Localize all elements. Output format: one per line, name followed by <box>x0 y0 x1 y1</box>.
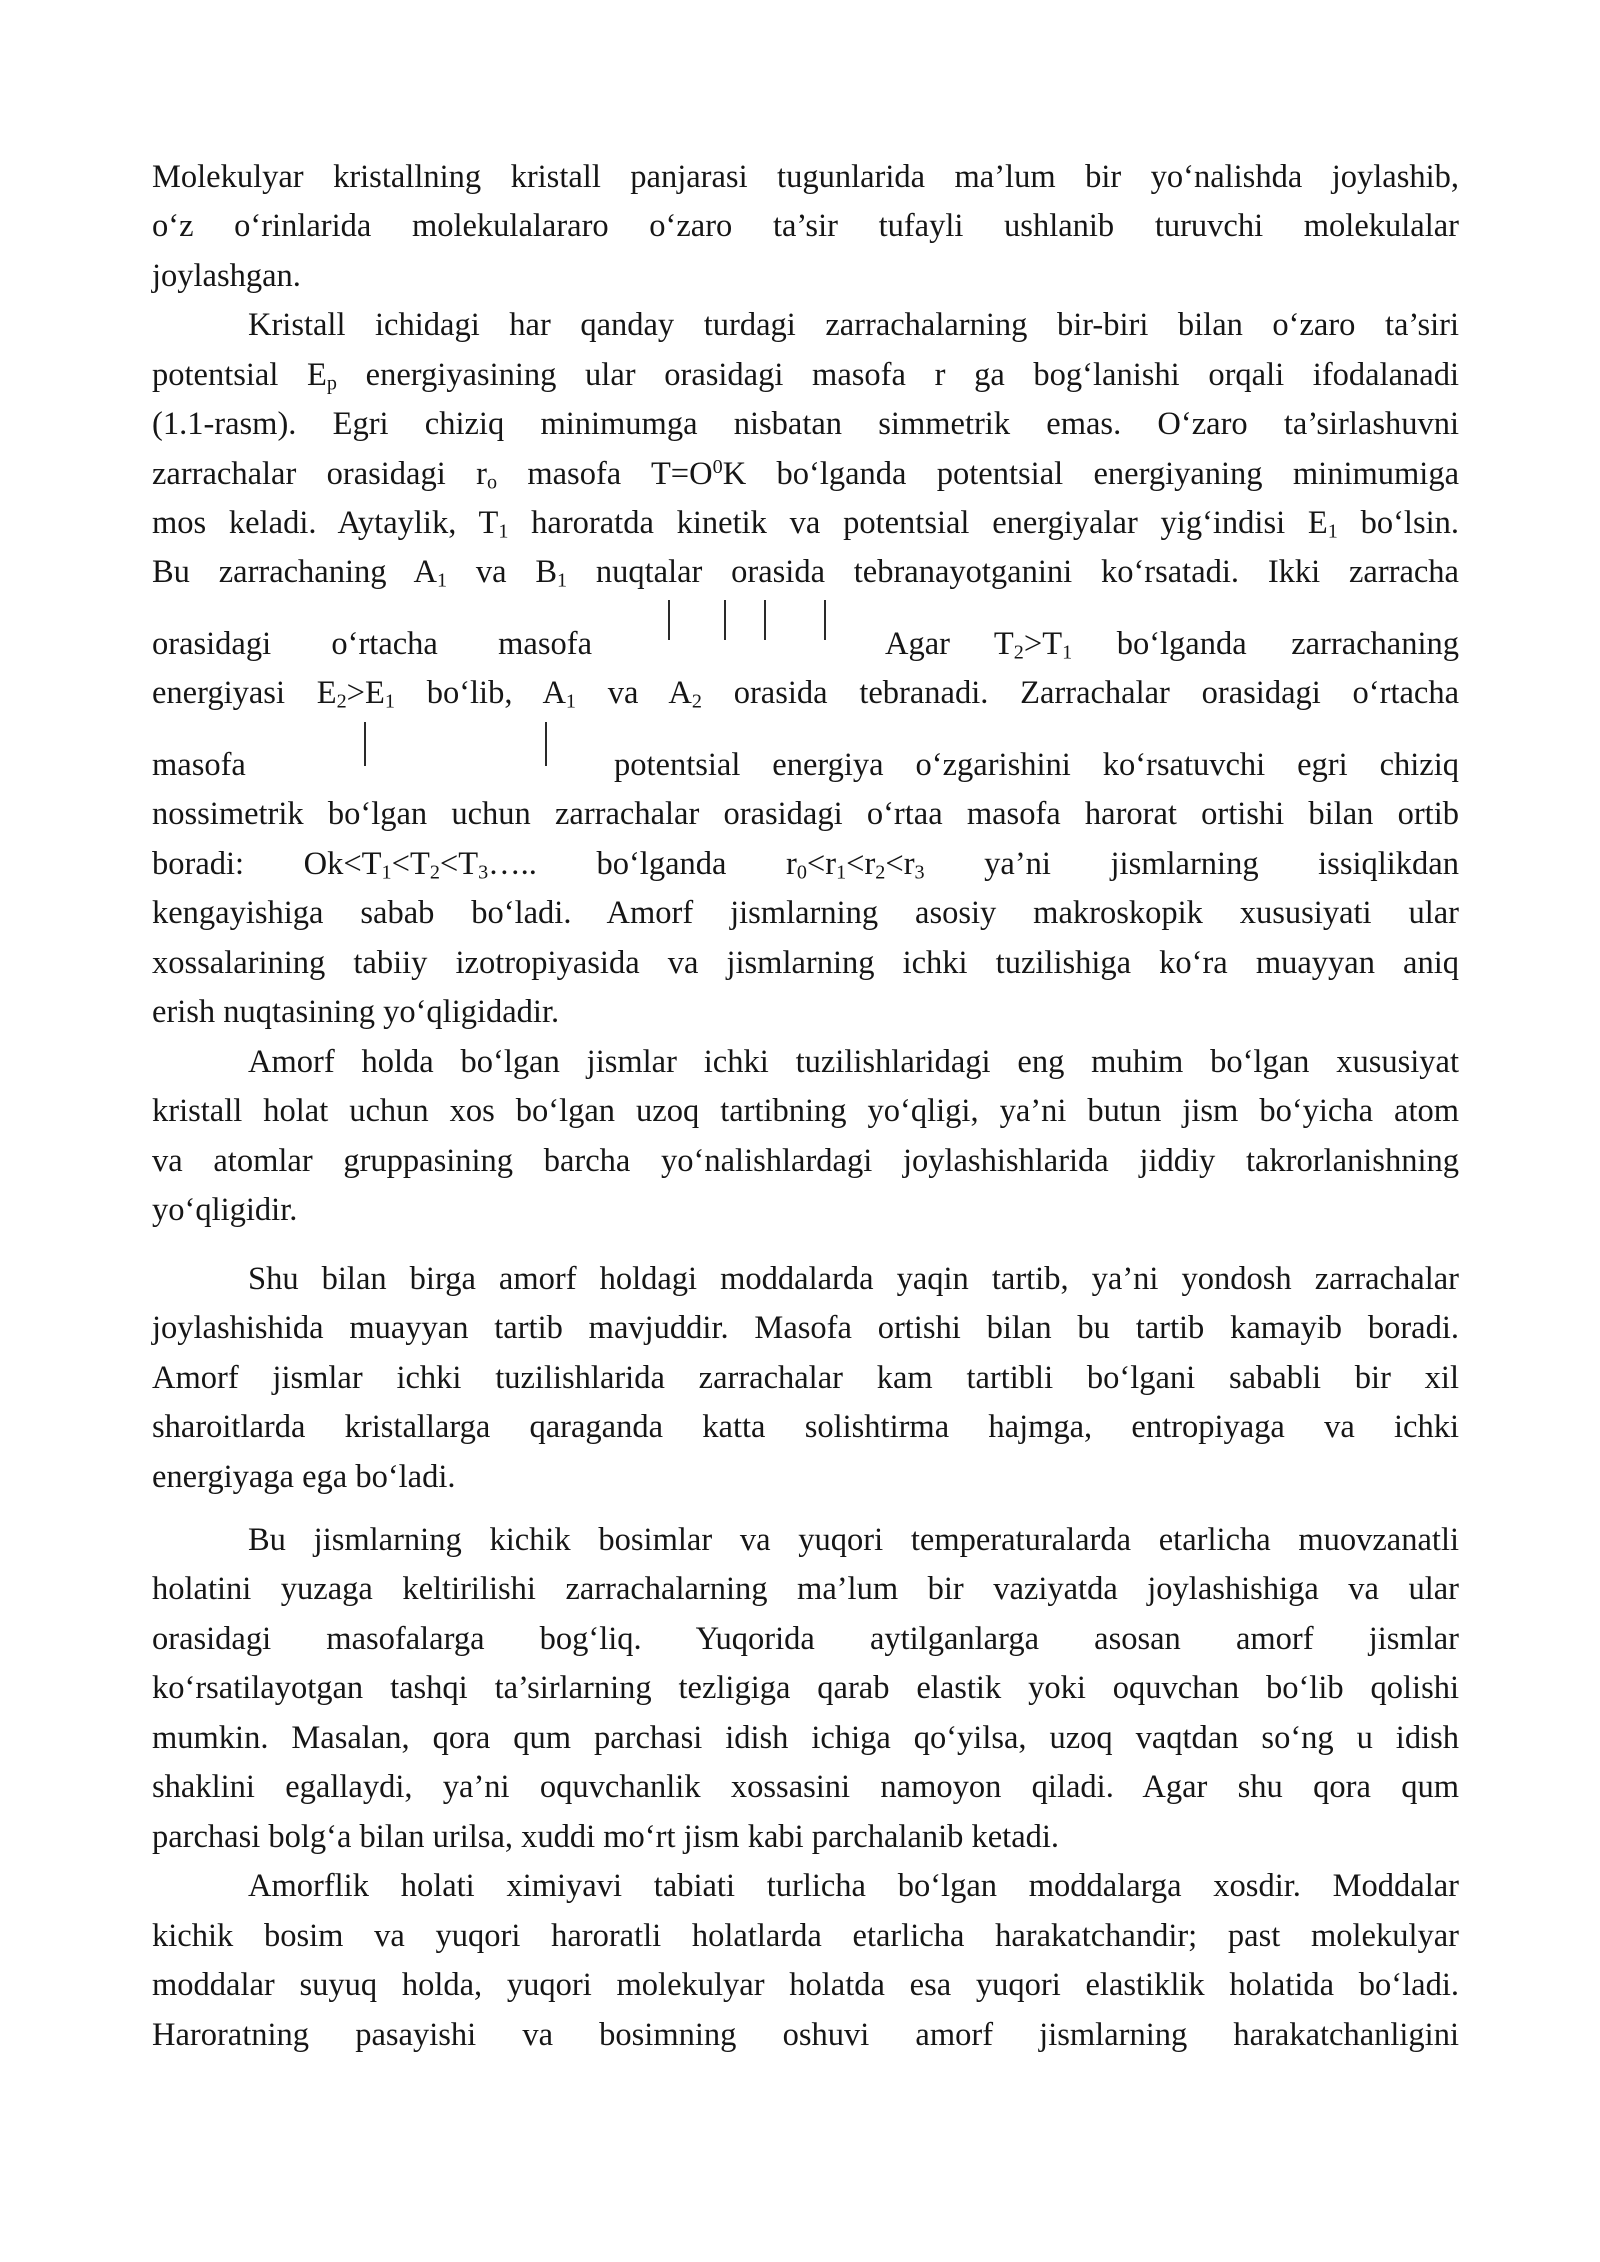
text-line: mos keladi. Aytaylik, $T_1$ haroratda kinetik va potentsial energiyalar yig‘indisi $E_1$ bo‘lsin. <box>152 505 1460 543</box>
text-line: va atomlar gruppasining barcha yo‘nalishlardagi joylashishlarida jiddiy takrorlanishning <box>152 1143 1459 1179</box>
text-line: joylashishida muayyan tartib mavjuddir. Masofa ortishi bilan bu tartib kamayib boradi. <box>152 1310 1459 1346</box>
text-line: zarrachalar orasidagi $r_o$ masofa $T=O^0K$ bo‘lganda potentsial energiyaning minimumiga <box>152 455 1459 494</box>
formula-bar <box>668 600 670 640</box>
text-line: Shu bilan birga amorf holdagi moddalarda yaqin tartib, ya’ni yondosh zarrachalar <box>248 1261 1459 1297</box>
text-line: orasidagi o‘rtacha masofa <box>152 626 592 662</box>
text-line: Kristall ichidagi har qanday turdagi zarrachalarning bir-biri bilan o‘zaro ta’siri <box>248 307 1459 343</box>
text-line: potentsial $E_p$ energiyasining ular orasidagi masofa r ga bog‘lanishi orqali ifodalanadi <box>152 357 1459 395</box>
text-line: boradi: $Ok<T_1<T_2<T_3\dots$.. bo‘lganda $r_0<r_1<r_2<r_3$ ya’ni jismlarning issiqlikdan <box>152 846 1459 884</box>
text-line: erish nuqtasining yo‘qligidadir. <box>152 994 560 1030</box>
formula-bar <box>724 600 726 640</box>
text-line: orasidagi masofalarga bog‘liq. Yuqorida aytilganlarga asosan amorf jismlar <box>152 1621 1459 1657</box>
text-line: sharoitlarda kristallarga qaraganda katta solishtirma hajmga, entropiyaga va ichki <box>152 1409 1459 1445</box>
text-line: xossalarining tabiiy izotropiyasida va jismlarning ichki tuzilishiga ko‘ra muayyan aniq <box>152 945 1459 981</box>
text-line: o‘z o‘rinlarida molekulalararo o‘zaro ta’sir tufayli ushlanib turuvchi molekulalar <box>152 208 1459 244</box>
text-line: parchasi bolg‘a bilan urilsa, xuddi mo‘rt jism kabi parchalanib ketadi. <box>152 1819 1060 1855</box>
formula-bar <box>545 722 547 766</box>
text-line: Amorf holda bo‘lgan jismlar ichki tuzilishlaridagi eng muhim bo‘lgan xususiyat <box>248 1044 1459 1080</box>
text-line: Bu jismlarning kichik bosimlar va yuqori temperaturalarda etarlicha muovzanatli <box>248 1522 1459 1558</box>
text-line: Agar $T_2>T_1$ bo‘lganda zarrachaning <box>885 626 1459 664</box>
formula-bar <box>824 600 826 640</box>
text-line: Bu zarrachaning $A_1$ va $B_1$ nuqtalar orasida tebranayotganini ko‘rsatadi. Ikki zarracha <box>152 554 1459 592</box>
text-line: (1.1-rasm). Egri chiziq minimumga nisbatan simmetrik emas. O‘zaro ta’sirlashuvni <box>152 406 1459 442</box>
text-line: Haroratning pasayishi va bosimning oshuvi amorf jismlarning harakatchanligini <box>152 2017 1459 2053</box>
text-line: joylashgan. <box>152 258 301 294</box>
text-line: masofa <box>152 747 246 783</box>
text-line: kristall holat uchun xos bo‘lgan uzoq tartibning yo‘qligi, ya’ni butun jism bo‘yicha atom <box>152 1093 1459 1129</box>
text-line: energiyaga ega bo‘ladi. <box>152 1459 456 1495</box>
text-line: kichik bosim va yuqori haroratli holatlarda etarlicha harakatchandir; past molekulyar <box>152 1918 1459 1954</box>
text-line: Amorf jismlar ichki tuzilishlarida zarrachalar kam tartibli bo‘lgani sababli bir xil <box>152 1360 1459 1396</box>
formula-bar <box>764 600 766 640</box>
text-line: ko‘rsatilayotgan tashqi ta’sirlarning tezligiga qarab elastik yoki oquvchan bo‘lib qolishi <box>152 1670 1459 1706</box>
text-line: mumkin. Masalan, qora qum parchasi idish ichiga qo‘yilsa, uzoq vaqtdan so‘ng u idish <box>152 1720 1459 1756</box>
text-line: Amorflik holati ximiyavi tabiati turlicha bo‘lgan moddalarga xosdir. Moddalar <box>248 1868 1459 1904</box>
text-line: potentsial energiya o‘zgarishini ko‘rsatuvchi egri chiziq <box>614 747 1459 783</box>
text-line: shaklini egallaydi, ya’ni oquvchanlik xossasini namoyon qiladi. Agar shu qora qum <box>152 1769 1459 1805</box>
formula-bar <box>364 722 366 766</box>
text-line: energiyasi $E_2>E_1$ bo‘lib, $A_1$ va $A_2$ orasida tebranadi. Zarrachalar orasidagi o‘rtacha <box>152 675 1459 713</box>
text-line: kengayishiga sabab bo‘ladi. Amorf jismlarning asosiy makroskopik xususiyati ular <box>152 895 1459 931</box>
text-line: moddalar suyuq holda, yuqori molekulyar holatda esa yuqori elastiklik holatida bo‘ladi. <box>152 1967 1459 2003</box>
text-line: holatini yuzaga keltirilishi zarrachalarning ma’lum bir vaziyatda joylashishiga va ular <box>152 1571 1459 1607</box>
text-line: Molekulyar kristallning kristall panjarasi tugunlarida ma’lum bir yo‘nalishda joylashib, <box>152 159 1459 195</box>
text-line: nossimetrik bo‘lgan uchun zarrachalar orasidagi o‘rtaa masofa harorat ortishi bilan ortib <box>152 796 1459 832</box>
text-line: yo‘qligidir. <box>152 1192 298 1228</box>
